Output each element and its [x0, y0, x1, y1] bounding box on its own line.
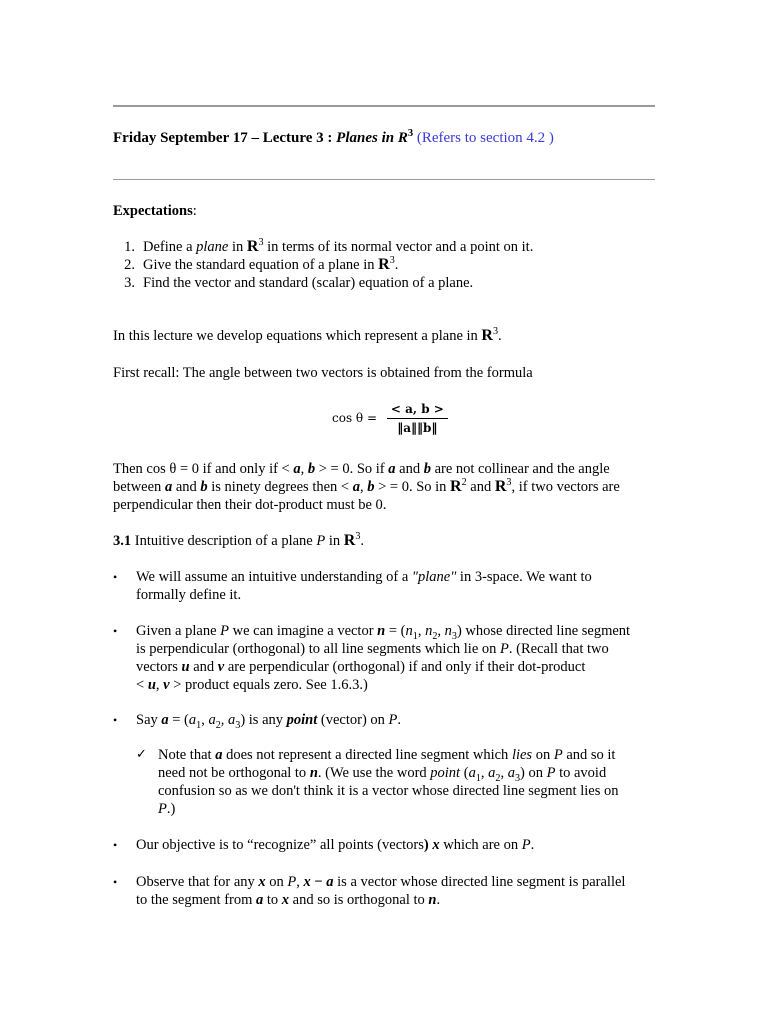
bullet-1-line-1: We will assume an intuitive understanding of a "plane" in 3-space. We want to — [136, 569, 592, 585]
then-paragraph-line-2: between a and b is ninety degrees then < a, b > = 0. So in $R^2$ and $R^3$, if two vectors are — [113, 477, 620, 495]
bullet-3: Say $a = (a_1$, $a_2$, $a_3$) is any point (vector) on P. — [136, 712, 402, 731]
check-note-line-3: confusion so as we don't think it is a vector whose directed line segment lies on — [158, 783, 619, 799]
bullet-2-line-2: is perpendicular (orthogonal) to all line segments which lie on P. (Recall that two — [136, 641, 609, 657]
bullet-2-line-1: Given a plane P we can imagine a vector $n = (n_1$, $n_2$, $n_3$) whose directed line segment — [136, 623, 631, 642]
formula-denominator: ‖a‖‖b‖ — [397, 421, 438, 435]
bullet-2-line-3: vectors u and v are perpendicular (orthogonal) if and only if their dot-product — [136, 659, 586, 675]
then-paragraph-line-1: Then cos θ = 0 if and only if < a, b > = 0. So if a and b are not collinear and the angle — [113, 461, 610, 477]
section-reference-link[interactable]: (Refers to section 4.2 ) — [416, 130, 554, 146]
bullet-5-line-1: Observe that for any x on P, x − a is a vector whose directed line segment is parallel — [136, 874, 626, 890]
intro-paragraph: In this lecture we develop equations which represent a plane in $R^3$. — [113, 326, 502, 344]
formula-lhs: cos θ = — [332, 411, 378, 425]
bullet-marker: • — [113, 838, 118, 852]
title-topic: Planes in — [336, 130, 398, 146]
check-note-line-1: Note that a does not represent a directed line segment which lies on P and so it — [158, 747, 616, 763]
title-R: R — [397, 130, 408, 146]
lecture-title — [113, 130, 554, 147]
expectations-heading: Expectations: — [113, 203, 197, 219]
then-paragraph-line-3: perpendicular then their dot-product must be 0. — [113, 497, 387, 513]
bullet-5-line-2: to the segment from a to x and so is orthogonal to n. — [136, 892, 441, 908]
bullet-marker: • — [113, 570, 118, 584]
recall-paragraph: First recall: The angle between two vectors is obtained from the formula — [113, 365, 533, 381]
title-rule — [113, 179, 655, 180]
section-heading-3-1: 3.1 Intuitive description of a plane P in $R^3$. — [113, 531, 364, 549]
check-note-line-2: need not be orthogonal to n. (We use the word point ($a_1$, $a_2$, $a_3$) on P to avoid — [158, 765, 607, 784]
formula-numerator: < a, b > — [387, 402, 448, 419]
check-note-line-4: P.) — [158, 801, 176, 817]
bullet-1-line-2: formally define it. — [136, 587, 242, 603]
bullet-marker: • — [113, 875, 118, 889]
bullet-2-line-4: < u, v > product equals zero. See 1.6.3.) — [136, 677, 368, 693]
bullet-4: Our objective is to “recognize” all points (vectors) x which are on P. — [136, 837, 535, 853]
top-rule — [113, 105, 655, 107]
expectation-item-2: 2. Give the standard equation of a plane in $R^3$. — [124, 255, 399, 273]
expectation-item-3: 3. Find the vector and standard (scalar) equation of a plane. — [124, 275, 474, 291]
bullet-marker: • — [113, 624, 118, 638]
bullet-marker: • — [113, 713, 118, 727]
check-icon: ✓ — [136, 746, 147, 761]
cosine-formula — [332, 402, 448, 435]
title-exp: 3 — [407, 128, 414, 139]
expectation-item-1: 1. Define a plane in $R^3$ in terms of its normal vector and a point on it. — [124, 237, 534, 255]
title-prefix: Friday September 17 – Lecture 3 : — [113, 130, 337, 146]
